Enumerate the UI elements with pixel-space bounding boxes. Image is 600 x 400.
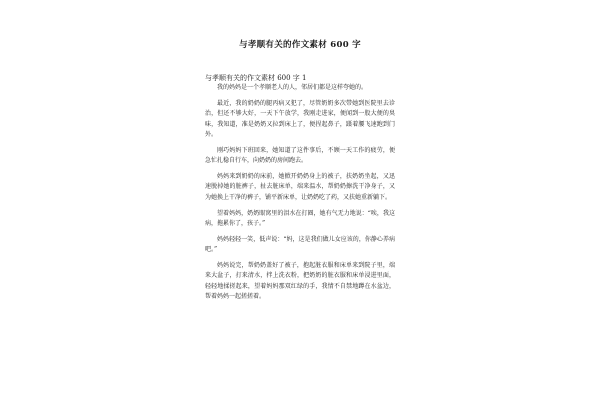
paragraph-2: 最近，我的奶奶的腿丙病又犯了，尽管奶奶多次带她到医院里去诊治，但还不够大好，一天下午放学，我刚走进家，便闻到一股大便的臭味，我知道，准是奶奶又拉到床上了，便捏起鼻子，蹑着腰飞速跑到门外。 — [205, 99, 395, 139]
section-heading: 与孝顺有关的作文素材 600 字 1 — [205, 74, 307, 82]
document-title: 与孝顺有关的作文素材 600 字 — [239, 40, 361, 50]
paragraph-1: 我的妈妈是一个孝顺老人的人，邻居们都是这样夸她的。 — [217, 84, 368, 91]
paragraph-6: 妈妈轻轻一笑，低声说：“妈，这是我们做儿女应该的，你静心养病吧。” — [205, 235, 395, 254]
paragraph-3: 刚巧妈妈下班回来，她知道了这件事后，不顾一天工作的疲劳，便急忙扎稳自行车，向奶奶的房间跑去。 — [205, 146, 395, 165]
paragraph-5: 望着妈妈，奶奶眼窝里的泪水在打圈，她有气无力地说：“唉，我这病，拖累你了，孩子。” — [205, 209, 395, 228]
document-body — [205, 83, 395, 308]
paragraph-4: 妈妈来到奶奶的床前，她掀开奶奶身上的被子，扶奶奶坐起，又迅速脱掉她的脏裤子，扯去脏床单，端来温水，帮奶奶擦洗干净身子，又为她换上干净的裤子，铺平新床单，让奶奶吃了药，又扶她重新躺下。 — [205, 173, 395, 201]
paragraph-7: 妈妈说完，帮奶奶盖好了被子，抱起脏衣服和床单来到院子里，端来大盆子，打来清水，拌上洗衣粉，把奶奶的脏衣服和床单浸进里面，轻轻地揉搓起来，望着妈妈那双红绿的手，我情不自禁地蹲在水盆边，帮着妈妈一起搓搓着。 — [205, 262, 395, 301]
